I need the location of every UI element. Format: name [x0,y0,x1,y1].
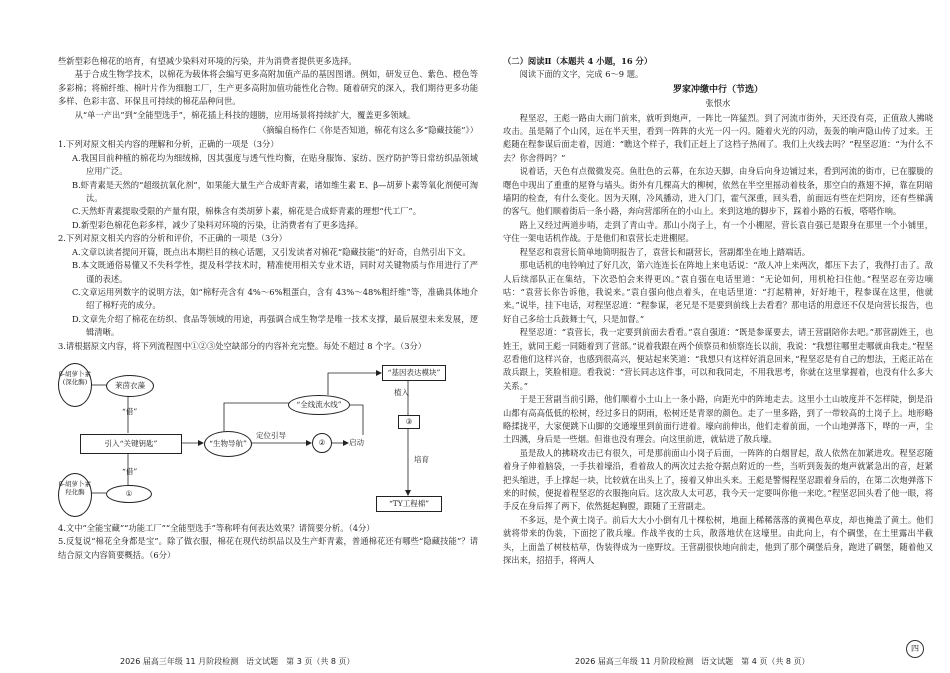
jiyin-node: “基因表达模块” [382,365,446,381]
question-5: 5.反复说“棉花全身都是宝”。除了做衣服，棉花在现代纺织品以及生产虾青素，普通棉花还有哪些“隐藏技能”？请结合原文内容简要概括。（6分） [58,536,478,560]
qidong-label: 启动 [349,437,364,447]
passage-paragraph: 路上又经过两道步哨，走到了青山寺。那山小岗子上，有一个小棚屋，营长袁自强已是跟身在那里一个小铺里，守住一架电话机作战。于是他们和袁营长走进棚屋。 [503,219,933,244]
lailai-node: 莱茵衣藻 [106,375,154,397]
shengwu-node: “生物导航” [204,431,252,457]
jie-label-top: “借” [122,406,138,416]
q1-option-d: D.新型彩色棉花色彩多样，减少了染料对环境的污染，让消费者有了更多选择。 [72,219,364,230]
beta-bot-label: β-胡萝卜素羟化酶 [59,479,91,496]
question-3: 3.请根据原文内容，将下列流程图中①②③处空缺部分的内容补充完整。每处不超过 8 个字。（3分） [58,340,427,351]
footer-left: 2026 届高三年级 11 月阶段检测 语文试题 第 3 页（共 8 页） [120,657,355,666]
passage-paragraph: 不多远，是个黄土岗子。前后大大小小倒有几十棵松树，地面上稀稀落落的黄褐色草皮，却也掩盖了黄土。他们就将带来的伪装，下面挖了散兵壕。作战半夜的士兵，散落地伏在这壕里。由此向上，有个碉堡，在土里露出半截头，上面盖了树枝枯草，伪装得成为一座野坟。王营副很快地向前走，他到了那个碉堡后身，跑进了碉堡，随着他又探出来，招招手，将两人 [503,514,933,566]
q1-option-a: A.我国目前种植的棉花均为细绒棉，因其强度与透气性均衡，在贴身服饰、家纺、医疗防护等日常纺织品领域应用广泛。 [72,152,478,177]
beta-carotene-top-node [58,363,92,407]
source-citation: （摘编自杨作仁《你是否知道，棉花有这么多“隐藏技能”》） [257,125,478,136]
passage-title: 罗家冲缴中行（节选） [672,84,763,95]
question-2: 2.下列对原文相关内容的分析和评价，不正确的一项是（3分） [58,233,287,244]
peiyu-label: 培育 [414,454,429,464]
quanxian-node: “全线流水线” [288,395,350,415]
passage-paragraph: 于是王营副当前引路，他们顺着小土山上一条小路，向距光中的阵地走去。这里小土山坡度并不怎样陡，倒是沿山都有高高低低的松树，经过多日的阴雨，松树还是青翠的颜色。走了一里多路，到了一带较高的土岗子上。地形略略揉拢平，大家便跳下山脚的交通壕里到前面行进着。壕向前伸出，他们走着前面，一个山地弹落下，哗的一声，尘土四溅，身后是一些烟。但谁也没有理会。向这里前进，就钻进了散兵壕。 [503,394,933,445]
flowchart [58,355,478,520]
passage-paragraph: 虽是敌人的拂晓攻击已有很久，可是那前面山小岗子后面，一阵阵的白烟冒起，敌人依然在加紧进攻。程坚忍随着身子伸着脑袋，一手扶着壕沿，看着敌人的两次过去抢夺据点附近的一些，当听到轰轰的炮声就紧急出的音，赶紧把头缩进，手上撑起一块，比较就在出头上了，接着又伸出头来。王彪是警惕程坚忍跟着身后的，在第二次炮弹落下来的时候，便捉着程坚忍的衣服拖向后。这次敌人太可恶，我今天一定要叫你他一来吃。”程坚忍回头看了他一眼，将手反在身后挥了两下，依然挺起胸膛，跟随了王营副走。 [503,447,933,512]
q2-option-a: A.文章以读者提问开篇，既点出本期栏目的核心话题，又引发读者对棉花“隐藏技能”的好奇，自然引出下文。 [72,246,471,257]
question-4: 4.文中“全能宝藏”“功能工厂”“全能型选手”等称呼有何表达效果？请简要分析。（4分） [58,522,375,533]
q2-option-c: C.文章运用列数字的说明方法，如“棉籽壳含有 4%～6%粗蛋白，含有 43%～48%粗纤维”等，准确具体地介绍了棉籽壳的成分。 [72,286,478,311]
intro-line-1: 些新型彩色棉花的培育，有望减少染料对环境的污染，并为消费者提供更多选择。 [58,56,357,66]
beta-carotene-bottom-node [58,473,92,517]
page-mark-badge: 四 [906,640,924,658]
ty-node: “TY工程棉” [376,496,442,512]
right-page [503,55,933,567]
dingwei-label: 定位引导 [256,430,286,440]
question-1: 1.下列对原文相关内容的理解和分析，正确的一项是（3分） [58,139,279,150]
left-page [58,55,478,562]
footer-right: 2026 届高三年级 11 月阶段检测 语文试题 第 4 页（共 8 页） [575,657,810,666]
beta-top-label: β-胡萝卜素(深化酶) [59,369,91,386]
q2-option-d: D.文章先介绍了棉花在纺织、食品等领域的用途，再强调合成生物学是唯一技术支撑，最后展望未来发展，逻辑清晰。 [72,313,478,338]
section-heading: （二）阅读Ⅱ（本题共 4 小题，16 分） [503,56,653,66]
yinru-node: 引入“关键钥匙” [80,434,182,454]
blank-2-node: ② [312,433,332,453]
blank-1-node: ① [106,485,152,503]
intro-line-2: 基于合成生物学技术，以棉花为载体将会编写更多高附加值产品的基因图谱。例如，研发豆色、紫色、橙色等多彩棉；将棉纤维、棉叶片作为细胞工厂，生产更多高附加值功能性化合物。随着研究的深入，我们期待更多功能多样、色彩丰富、环保且可持续的棉花品种问世。 [58,69,478,107]
intro-line-3: 从“单一产出”到“全能型选手”，棉花插上科技的翅膀，应用场景将持续扩大，覆盖更多领域。 [74,109,416,120]
q1-option-b: B.虾青素是天然的“超级抗氧化剂”，如果能大量生产合成虾青素，诸如维生素 E、β—胡萝卜素等氧化剂便可淘汰。 [72,179,478,204]
passage-author: 张恨水 [705,98,731,109]
passage-paragraph: 程坚忍和袁营长简单地简明报告了，袁营长和副营长，营副都坐在地上踏端话。 [519,246,810,257]
q1-option-c: C.天然虾青素提取受限的产量有限，棉株含有类胡萝卜素，棉花是合成虾青素的理想“代工厂”。 [72,206,422,217]
zhiru-label: 植入 [394,387,409,397]
blank-3-node: ③ [398,415,420,429]
passage-paragraph: 那电话机的电铃响过了好几次，第六连连长在阵地上来电话说：“敌人冲上来两次，都压下去了，我得打击了。敌人后续部队正在集结，下次恐怕会来得更凶。”袁自强在电话里道：“无论如何，用机枪扫住他。”程坚忍在旁边嘀咕：“袁营长你告诉他，我说来。”袁自强向他点着头，在电话里道：“打起精神，好好地干，程参谋在这里，他就来。”说毕，挂下电话，对程坚忍道：“程参谋，老兄是不是要到前线上去看看？那电话的用意还不仅是向营长报告，也好自己多给士兵鼓舞士气，只是加督。” [503,260,933,324]
reading-instruction: 阅读下面的文字，完成 6～9 题。 [519,69,644,80]
q2-option-b: B.本文既通俗易懂又不失科学性，提及科学技术时，精准使用相关专业术语，同时对关键物质与作用进行了严谨的表述。 [72,260,478,284]
passage-paragraph: 程坚忍道：“袁营长，我一定要到前面去看看。”袁自强道：“既是参谋要去，请王营副陪你去吧。”那营副姓王，也姓王，就同王彪一同随着到了营部。”说着我跟在两个侦察员和侦察连长以前，我说：“我想往哪里走哪就由我走。”程坚忍看他们这样兴奋，也感到很高兴，便站起来笑道：“我想只有这样好消息回来，”程坚忍是有自己的想法，王彪正站在敌兵跟上，笑脸相迎。看我说：“营长同志这件事，可以和我同走，不用我思考，你就在这里掌握着，也没有什么多大关系。” [503,327,933,391]
jie-label-bottom: “借” [122,466,138,476]
passage-paragraph: 说着话，天色有点微微发亮。鱼肚色的云幕，在东边天脚，由身后向身边铺过来，看到河流的街市，已在朦胧的曙色中现出了重重的屋脊与墙头。街外有几棵高大的柳树，依然在半空里摇动着枝条，那空白的燕翅不掉，靠在阴暗墙阴的检查，有什么变化。因为天刚，冷风播动，进入门门，霍气深重，回头看，前面远有些在烂阴房，还有些梯满的客气。他们顺着街后一条小路，奔向营部所在的小山上。来到这地的脚步下，踩着小路的石板，嗒嗒作响。 [503,166,933,217]
passage-paragraph: 程坚忍，王彪一路由大雨门前来，就听到炮声，一阵比一阵猛烈。到了河流市街外，天还没有亮，正值敌人拂晓攻击。虽是隔了个山冈，远在半天里，看到一阵阵的火光一闪一闪。随着火光的闪动，轰轰的响声隐山传了过来。王彪随在程参谋后面走着，因道：“瞧这个样子，我们正赶上了这档子热闹了。我们上火线去吗？”程坚忍道：“为什么不去？你舍得吗？” [503,112,933,163]
